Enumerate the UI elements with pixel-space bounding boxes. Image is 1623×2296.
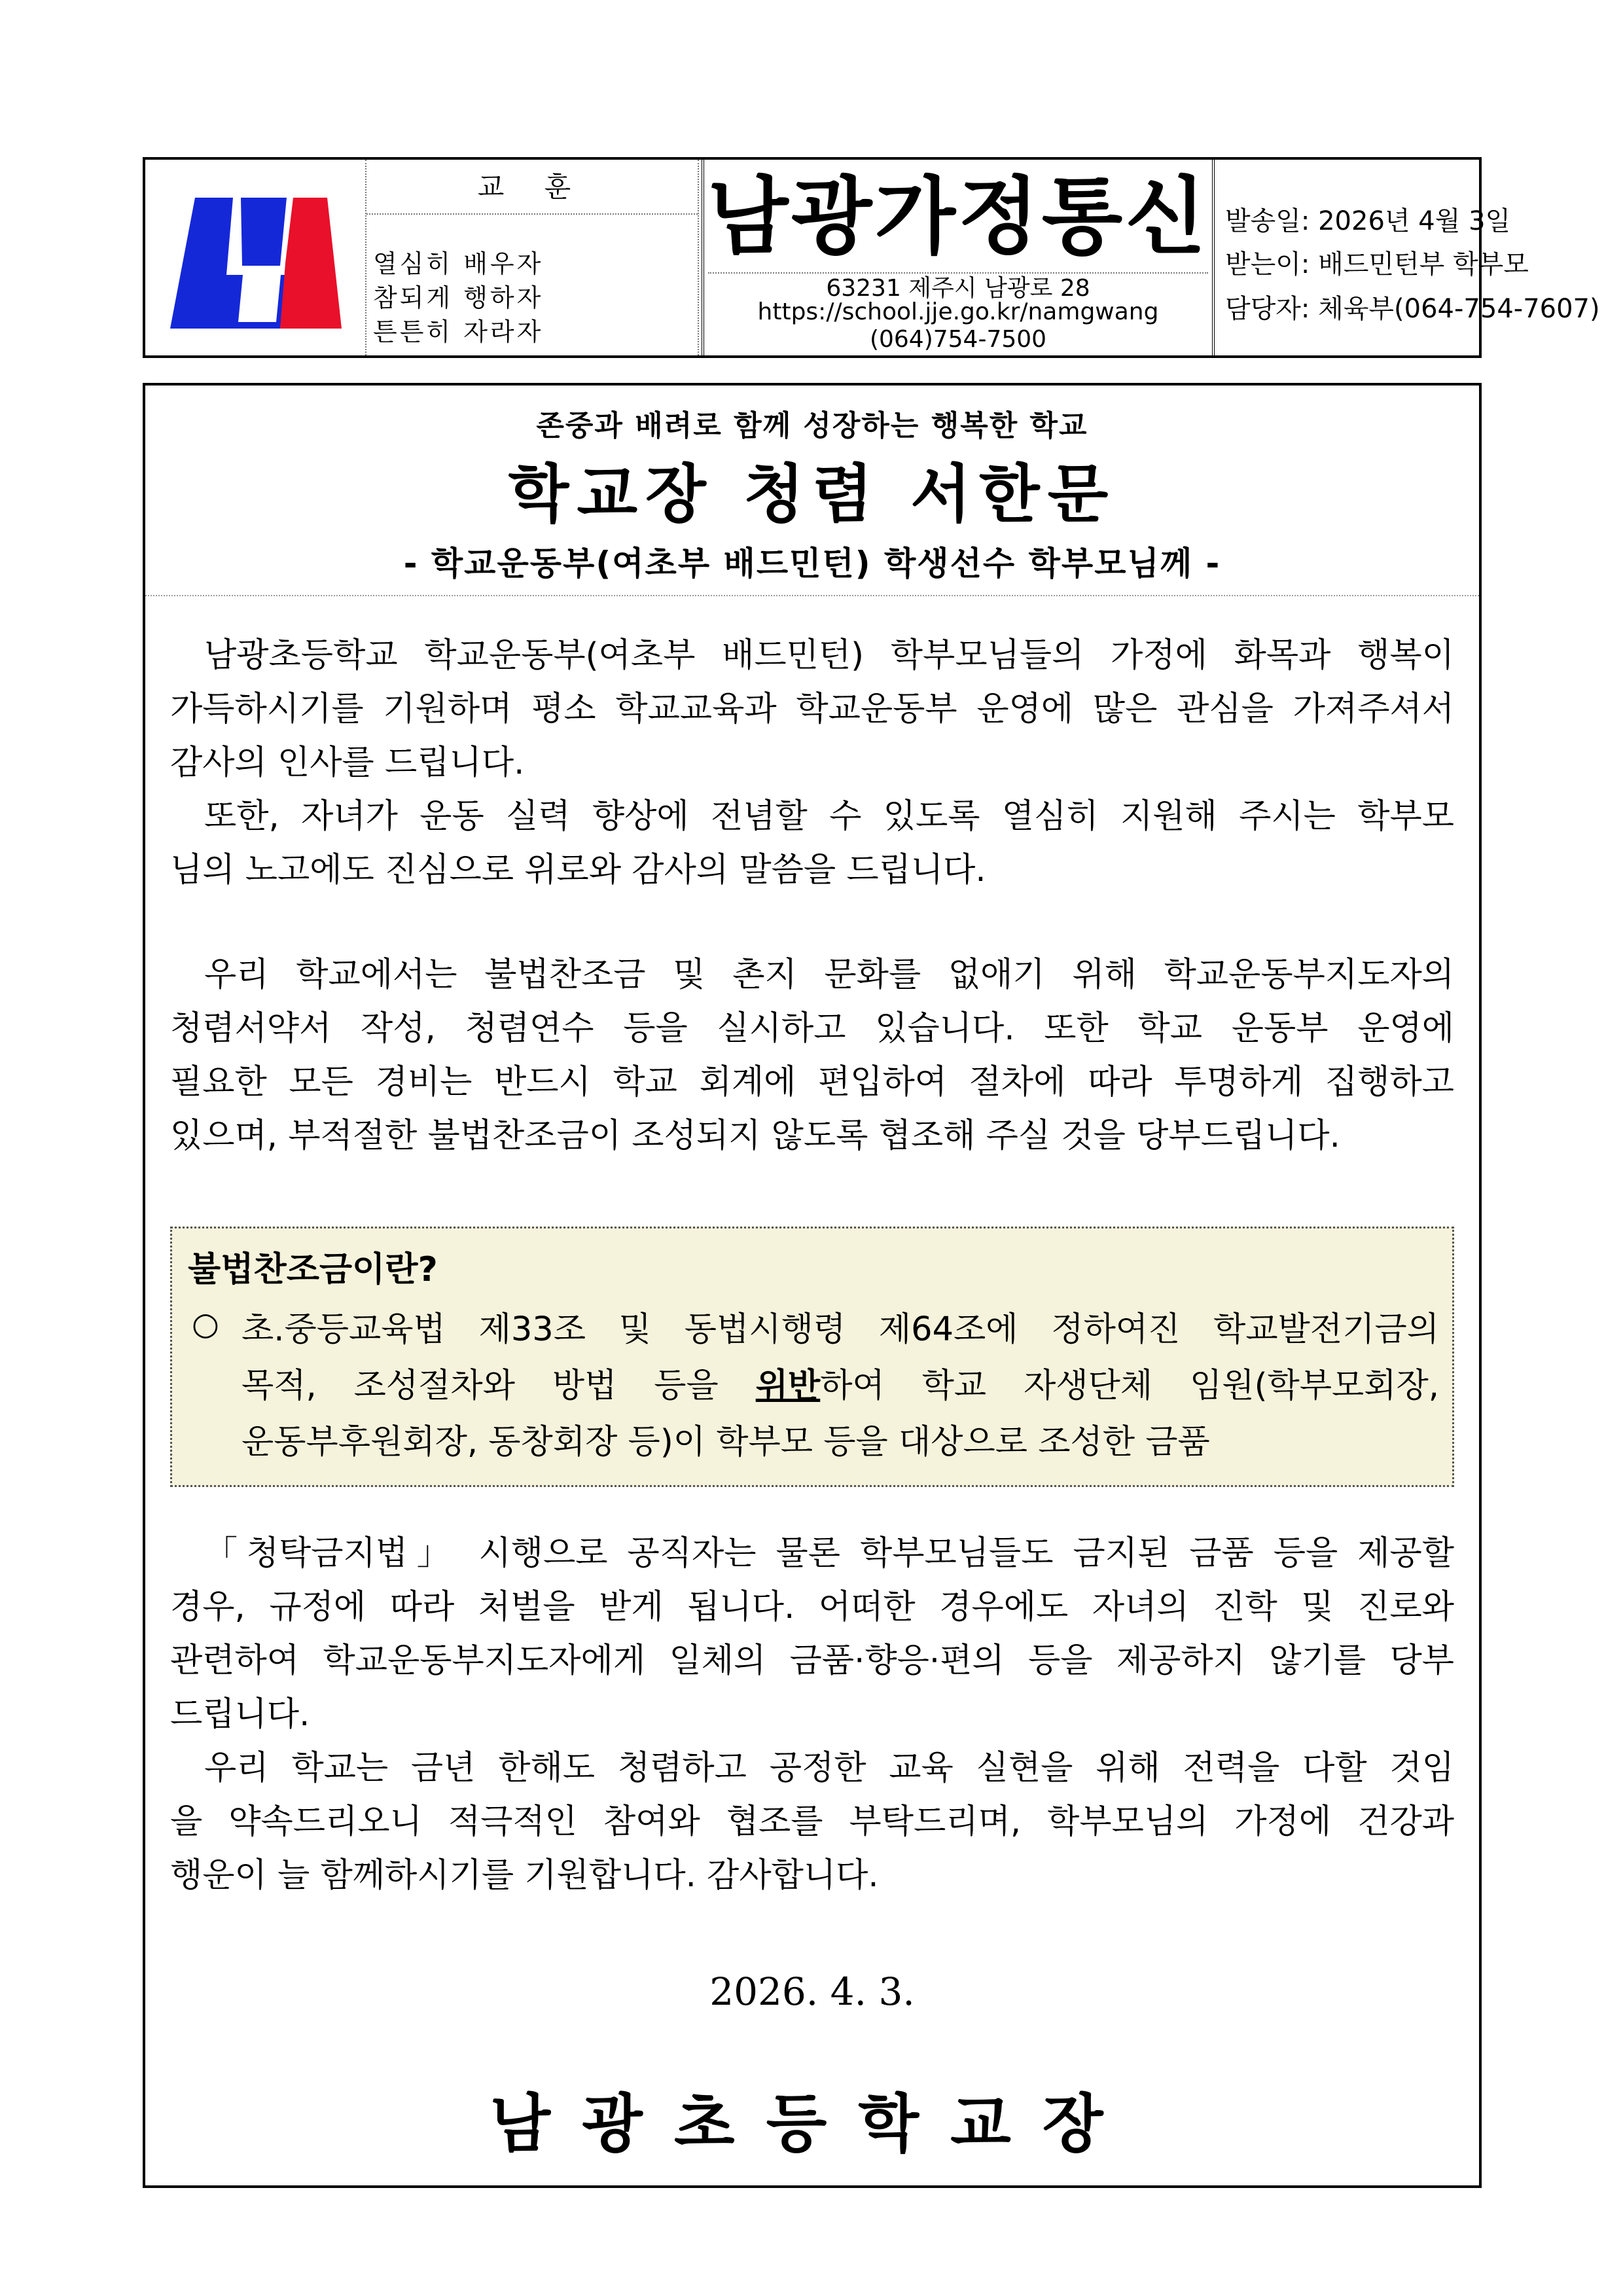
motto-line: 튼튼히 자라자 bbox=[373, 317, 544, 346]
school-website: https://school.jje.go.kr/namgwang bbox=[757, 298, 1159, 325]
school-phone: (064)754-7500 bbox=[869, 326, 1047, 353]
letter-date: 2026. 4. 3. bbox=[709, 1969, 915, 2014]
bullet-icon: ○ bbox=[192, 1306, 219, 1342]
text-line: 남광초등학교 학교운동부(여초부 배드민턴) 학부모님들의 가정에 화목과 행복이 bbox=[204, 636, 1454, 675]
text-line: 우리 학교는 금년 한해도 청렴하고 공정한 교육 실현을 위해 전력을 다할 것임 bbox=[204, 1749, 1454, 1787]
motto-line: 참되게 행하자 bbox=[373, 283, 544, 312]
school-motto bbox=[365, 160, 699, 355]
definition-line: 목적, 조성절차와 방법 등을 위반하여 학교 자생단체 임원(학부모회장, bbox=[241, 1367, 1440, 1405]
newsletter-title: 남광가정통신 bbox=[707, 168, 1209, 266]
contact-person: 담당자: 체육부(064-754-7607) bbox=[1225, 294, 1600, 324]
school-logo-cell bbox=[145, 160, 365, 355]
text-line: 경우, 규정에 따라 처벌을 받게 됩니다. 어떠한 경우에도 자녀의 진학 및 진로와 bbox=[170, 1588, 1454, 1626]
text-line: 있으며, 부적절한 불법찬조금이 조성되지 않도록 협조해 주실 것을 당부드립니다. bbox=[170, 1117, 1340, 1155]
definition-line: 운동부후원회장, 동창회장 등)이 학부모 등을 대상으로 조성한 금품 bbox=[241, 1423, 1210, 1462]
recipient: 받는이: 배드민턴부 학부모 bbox=[1225, 249, 1529, 279]
delivery-info bbox=[1215, 160, 1600, 355]
divider bbox=[145, 595, 1479, 596]
text-line: 「청탁금지법」 시행으로 공직자는 물론 학부모님들도 금지된 금품 등을 제공할 bbox=[204, 1534, 1454, 1573]
text-line: 청렴서약서 작성, 청렴연수 등을 실시하고 있습니다. 또한 학교 운동부 운영에 bbox=[170, 1009, 1454, 1048]
letter-body bbox=[143, 383, 1482, 2188]
text-line: 필요한 모든 경비는 반드시 학교 회계에 편입하여 절차에 따라 투명하게 집행하고 bbox=[170, 1063, 1454, 1102]
motto-line: 열심히 배우자 bbox=[373, 249, 544, 278]
text-line: 을 약속드리오니 적극적인 참여와 협조를 부탁드리며, 학부모님의 가정에 건강과 bbox=[170, 1803, 1454, 1841]
motto-title: 교 훈 bbox=[366, 160, 698, 215]
text-line: 가득하시기를 기원하며 평소 학교교육과 학교운동부 운영에 많은 관심을 가져주셔서 bbox=[170, 690, 1454, 728]
text-line: 드립니다. bbox=[170, 1695, 310, 1734]
definition-title: 불법찬조금이란? bbox=[188, 1250, 438, 1289]
send-date: 발송일: 2026년 4월 3일 bbox=[1225, 206, 1511, 236]
letter-title: 학교장 청렴 서한문 bbox=[508, 457, 1116, 531]
principal-signature: 남광초등학교장 bbox=[490, 2087, 1135, 2161]
newsletter-header bbox=[143, 157, 1600, 358]
text-line: 감사의 인사를 드립니다. bbox=[170, 744, 525, 782]
text-line: 또한, 자녀가 운동 실력 향상에 전념할 수 있도록 열심히 지원해 주시는 학부모 bbox=[204, 797, 1454, 836]
text-line: 행운이 늘 함께하시기를 기원합니다. 감사합니다. bbox=[170, 1856, 879, 1895]
letter-subtitle: - 학교운동부(여초부 배드민턴) 학생선수 학부모님께 - bbox=[403, 545, 1221, 583]
school-slogan: 존중과 배려로 함께 성장하는 행복한 학교 bbox=[536, 409, 1088, 442]
definition-box bbox=[170, 1227, 1454, 1487]
text-line: 관련하여 학교운동부지도자에게 일체의 금품·향응·편의 등을 제공하지 않기를 당부 bbox=[170, 1641, 1454, 1680]
school-logo bbox=[170, 198, 342, 329]
text-line: 우리 학교에서는 불법찬조금 및 촌지 문화를 없애기 위해 학교운동부지도자의 bbox=[204, 956, 1454, 994]
postal-address: 63231 제주시 남광로 28 bbox=[826, 275, 1090, 302]
violation-emphasis: 위반 bbox=[755, 1367, 821, 1405]
text-line: 님의 노고에도 진심으로 위로와 감사의 말씀을 드립니다. bbox=[170, 851, 986, 889]
newsletter-title-cell bbox=[702, 160, 1215, 355]
definition-line: 초.중등교육법 제33조 및 동법시행령 제64조에 정하여진 학교발전기금의 bbox=[241, 1310, 1439, 1349]
